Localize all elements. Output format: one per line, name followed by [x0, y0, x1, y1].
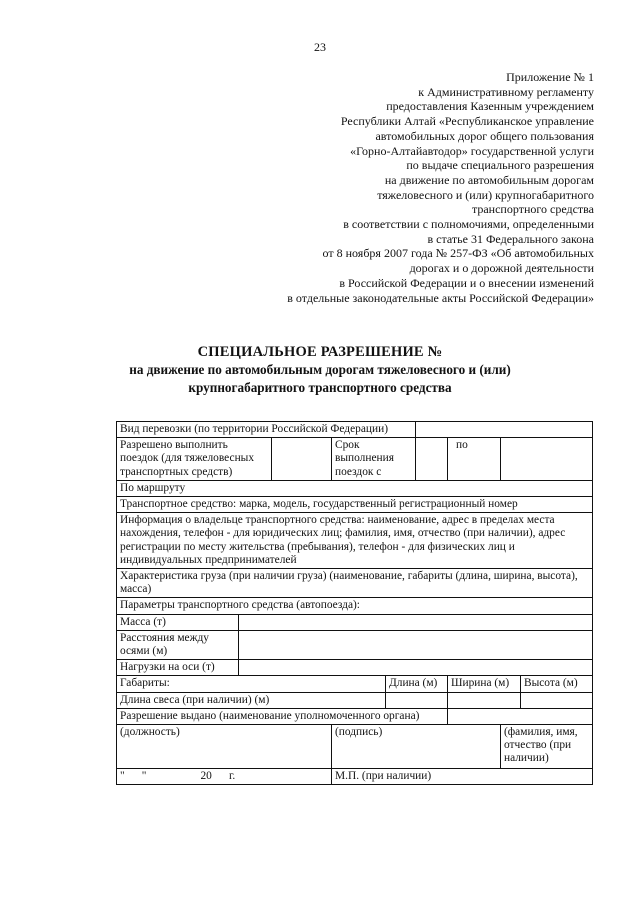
form-row — [117, 438, 593, 481]
mass-value[interactable] — [239, 614, 593, 630]
width-value[interactable] — [448, 692, 521, 708]
issued-by-label: Разрешение выдано (наименование уполномоченного органа) — [117, 708, 448, 724]
stamp-label: М.П. (при наличии) — [332, 769, 593, 785]
period-to-value[interactable] — [501, 438, 593, 481]
appendix-line: дорогах и о дорожной деятельности — [409, 261, 594, 276]
trips-allowed-label: Разрешено выполнить поездок (для тяжеловесных транспортных средств) — [117, 438, 272, 481]
height-value[interactable] — [521, 692, 593, 708]
form-row — [117, 660, 593, 676]
appendix-line: предоставления Казенным учреждением — [386, 99, 594, 114]
appendix-line: автомобильных дорог общего пользования — [375, 128, 594, 143]
title-line: крупногабаритного транспортного средства — [188, 380, 452, 395]
issued-by-value[interactable] — [448, 708, 593, 724]
vehicle-label: Транспортное средство: марка, модель, государственный регистрационный номер — [117, 497, 593, 513]
form-row — [117, 497, 593, 513]
date-field[interactable]: " " 20 г. — [117, 769, 332, 785]
transport-type-value[interactable] — [416, 422, 593, 438]
permit-form-table — [116, 421, 593, 785]
appendix-line: Республики Алтай «Республиканское управление — [340, 114, 594, 129]
form-row — [117, 692, 593, 708]
signature-label: (подпись) — [332, 725, 501, 769]
form-row — [117, 725, 593, 769]
form-row — [117, 630, 593, 659]
period-to-label: по — [448, 438, 501, 481]
appendix-line: тяжеловесного и (или) крупногабаритного — [377, 187, 594, 202]
axle-distance-value[interactable] — [239, 630, 593, 659]
appendix-line: в Российской Федерации и о внесении изменений — [339, 275, 594, 290]
dimensions-label: Габариты: — [117, 676, 386, 692]
period-from-value[interactable] — [416, 438, 448, 481]
form-row — [117, 480, 593, 496]
form-row — [117, 708, 593, 724]
form-row — [117, 569, 593, 598]
form-row — [117, 422, 593, 438]
appendix-line: к Административному регламенту — [418, 84, 594, 99]
form-row — [117, 676, 593, 692]
title-line: СПЕЦИАЛЬНОЕ РАЗРЕШЕНИЕ № — [197, 344, 443, 360]
form-row — [117, 513, 593, 569]
transport-type-label: Вид перевозки (по территории Российской Федерации) — [117, 422, 416, 438]
owner-info-label: Информация о владельце транспортного средства: наименование, адрес в пределах места нахождения, телефон - для юридических лиц; фамилия, имя, отчество (при наличии), адрес регистрации по месту жительства (пребывания), телефон - для физических лиц и индивидуальных предпринимателей — [117, 513, 593, 569]
form-row — [117, 614, 593, 630]
form-row — [117, 769, 593, 785]
axle-distance-label: Расстояния между осями (м) — [117, 630, 239, 659]
length-value[interactable] — [386, 692, 448, 708]
appendix-line: транспортного средства — [471, 202, 594, 217]
appendix-line: в соответствии с полномочиями, определенными — [343, 217, 594, 232]
appendix-line: в отдельные законодательные акты Российской Федерации» — [287, 290, 594, 305]
axle-load-label: Нагрузки на оси (т) — [117, 660, 239, 676]
appendix-line: Приложение № 1 — [506, 70, 594, 84]
length-label: Длина (м) — [386, 676, 448, 692]
appendix-line: на движение по автомобильным дорогам — [384, 172, 594, 187]
title-line: на движение по автомобильным дорогам тяжеловесного и (или) — [129, 362, 511, 377]
height-label: Высота (м) — [521, 676, 593, 692]
params-label: Параметры транспортного средства (автопоезда): — [117, 598, 593, 614]
cargo-label: Характеристика груза (при наличии груза) (наименование, габариты (длина, ширина, высота), масса) — [117, 569, 593, 598]
appendix-header — [287, 70, 594, 305]
document-title — [40, 343, 600, 397]
period-label: Срок выполнения поездок с — [332, 438, 416, 481]
page-number: 23 — [314, 40, 326, 54]
axle-load-value[interactable] — [239, 660, 593, 676]
overhang-label: Длина свеса (при наличии) (м) — [117, 692, 386, 708]
mass-label: Масса (т) — [117, 614, 239, 630]
position-label: (должность) — [117, 725, 332, 769]
form-row — [117, 598, 593, 614]
trips-allowed-value[interactable] — [272, 438, 332, 481]
appendix-line: от 8 ноября 2007 года № 257-ФЗ «Об автомобильных — [322, 246, 594, 261]
width-label: Ширина (м) — [448, 676, 521, 692]
route-label: По маршруту — [117, 480, 593, 496]
appendix-line: «Горно-Алтайавтодор» государственной услуги — [350, 143, 594, 158]
appendix-line: по выдаче специального разрешения — [406, 158, 594, 173]
full-name-label: (фамилия, имя, отчество (при наличии) — [501, 725, 593, 769]
appendix-line: в статье 31 Федерального закона — [427, 231, 594, 246]
